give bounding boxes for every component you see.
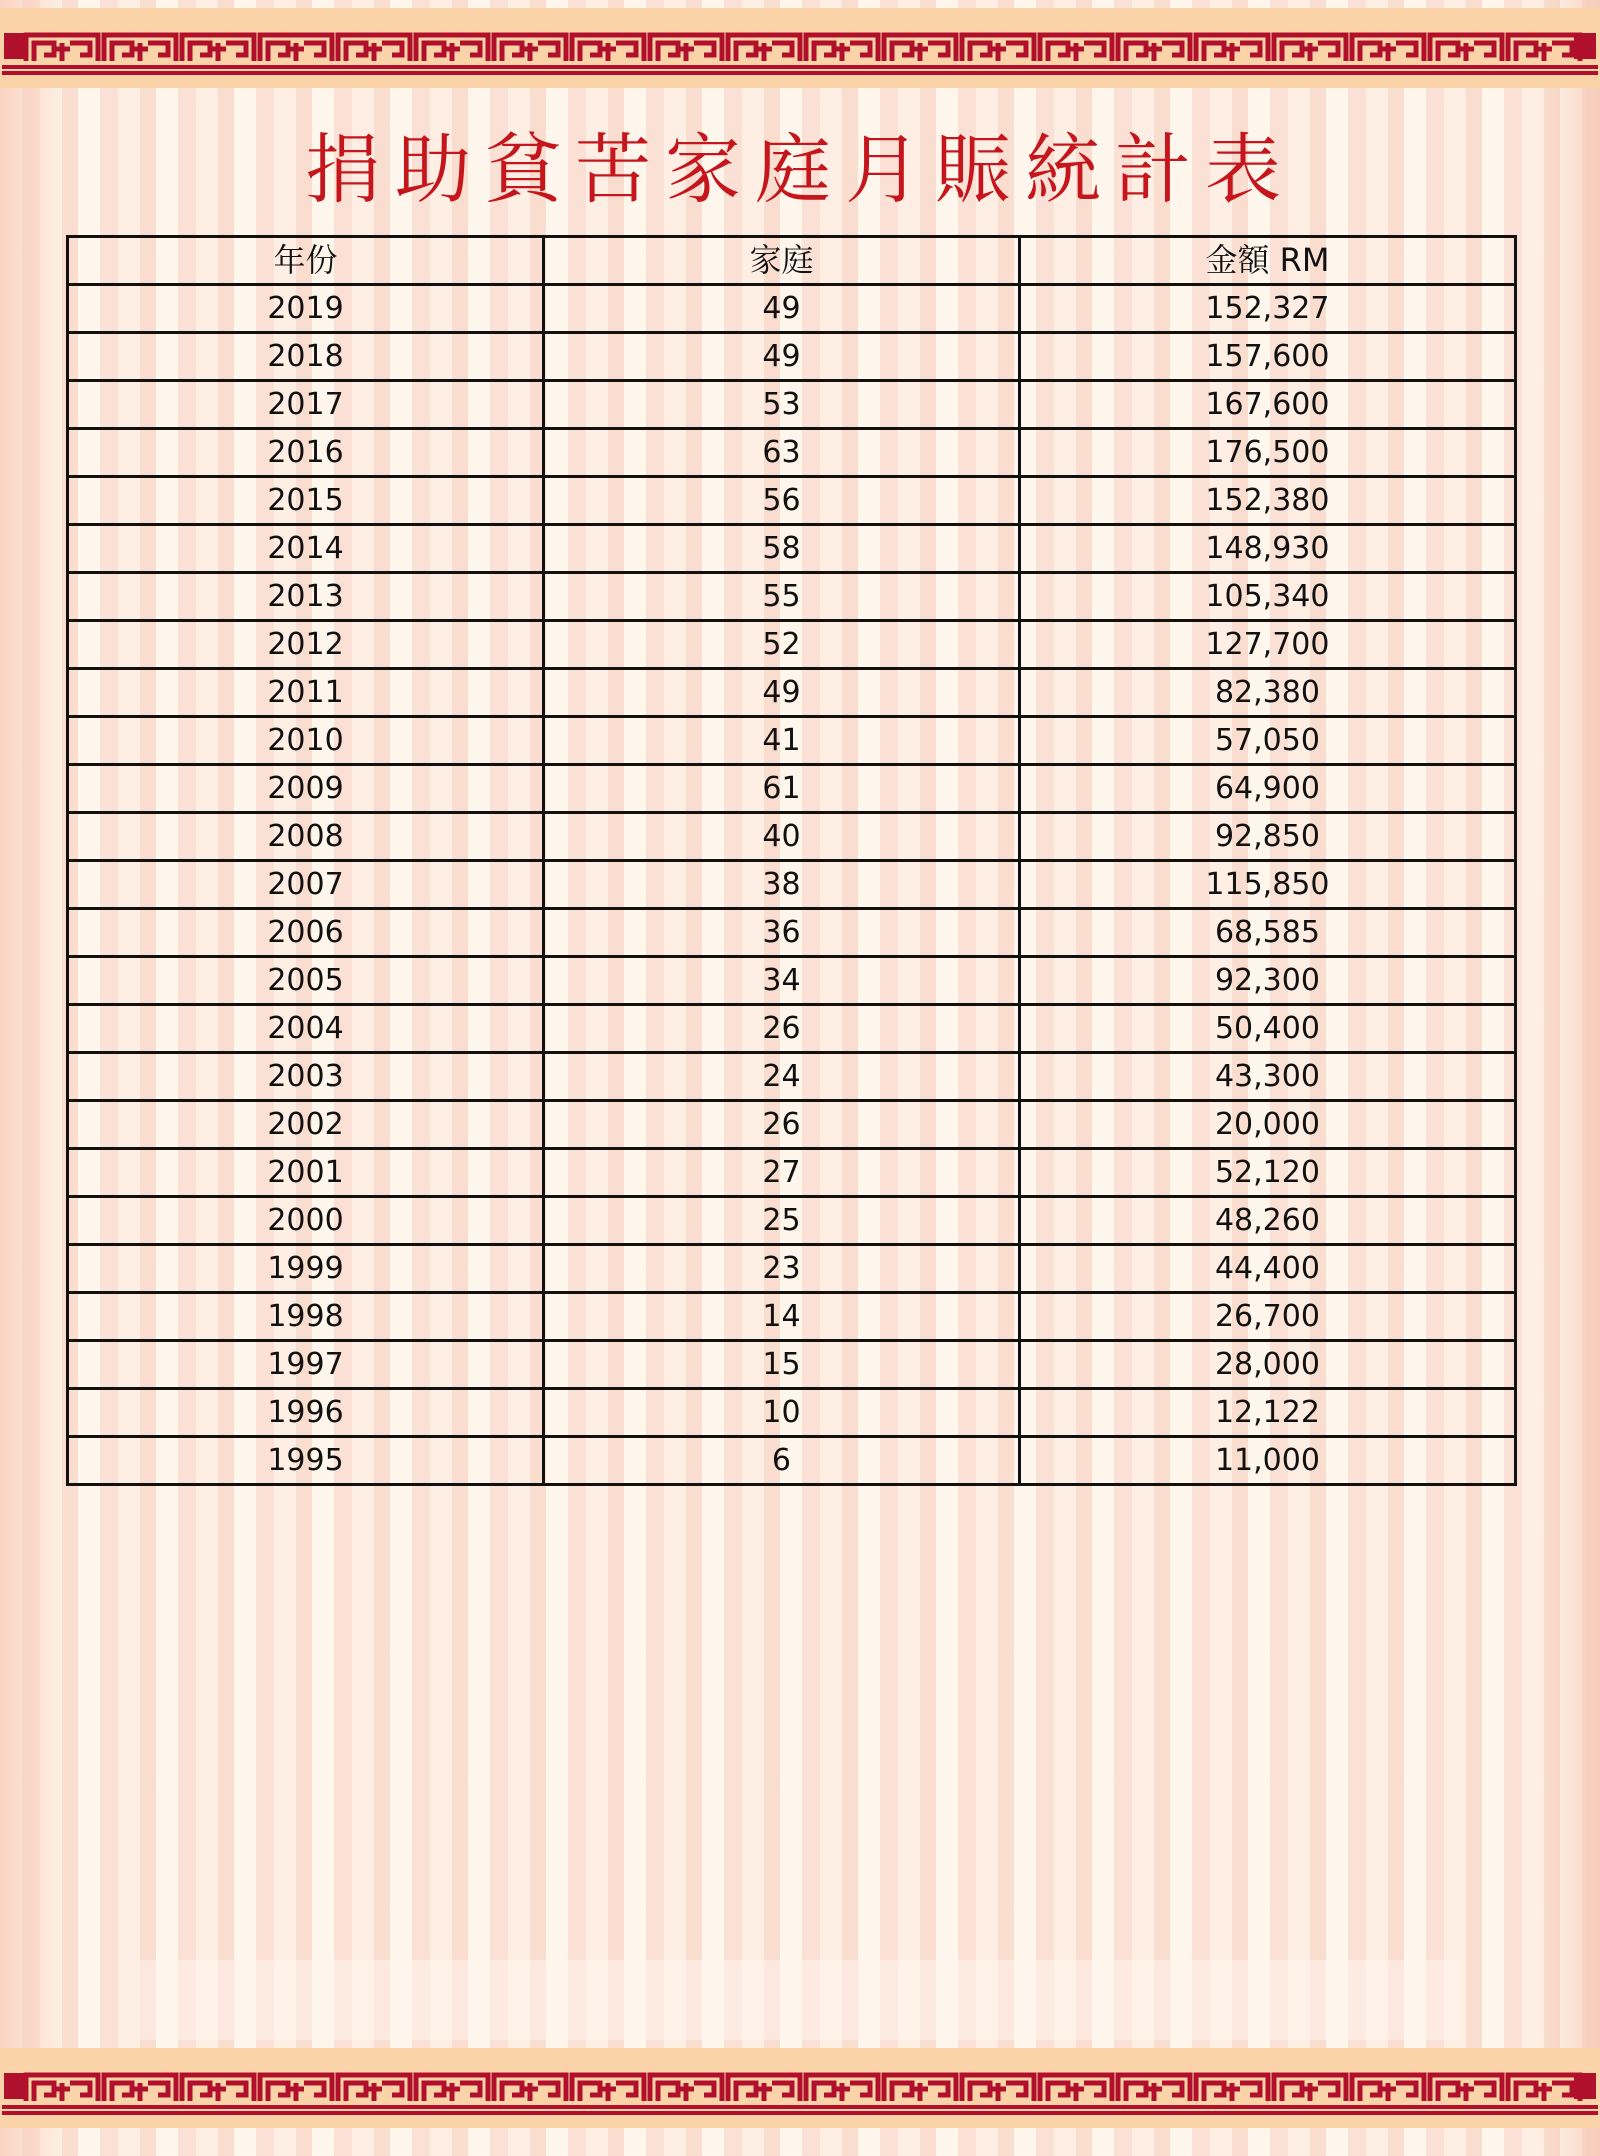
cell-year: 1996 [68,1389,544,1437]
cell-year: 2019 [68,285,544,333]
table-row [68,285,1516,333]
cell-year: 1999 [68,1245,544,1293]
cell-families: 36 [544,909,1020,957]
table-row [68,573,1516,621]
table-row [68,1293,1516,1341]
table-row [68,765,1516,813]
cell-year: 2003 [68,1053,544,1101]
header-year: 年份 [68,237,544,285]
cell-amount: 152,380 [1019,477,1515,525]
cell-amount: 26,700 [1019,1293,1515,1341]
cell-year: 2017 [68,381,544,429]
cell-families: 15 [544,1341,1020,1389]
cell-amount: 64,900 [1019,765,1515,813]
cell-families: 40 [544,813,1020,861]
table-row [68,429,1516,477]
cell-year: 2006 [68,909,544,957]
cell-families: 49 [544,669,1020,717]
cell-year: 2014 [68,525,544,573]
table-row [68,1245,1516,1293]
cell-families: 56 [544,477,1020,525]
statistics-table [66,235,1517,1486]
background-edge-left [0,0,60,2156]
cell-amount: 28,000 [1019,1341,1515,1389]
cell-year: 2000 [68,1197,544,1245]
cell-families: 10 [544,1389,1020,1437]
cell-year: 1997 [68,1341,544,1389]
cell-year: 2010 [68,717,544,765]
cell-year: 1998 [68,1293,544,1341]
cell-families: 58 [544,525,1020,573]
cell-amount: 115,850 [1019,861,1515,909]
header-amount: 金額 RM [1019,237,1515,285]
table-row [68,1101,1516,1149]
table-row [68,909,1516,957]
cell-amount: 127,700 [1019,621,1515,669]
fret-pattern-top [0,31,1600,75]
cell-families: 27 [544,1149,1020,1197]
table-row [68,525,1516,573]
cell-families: 61 [544,765,1020,813]
table-row [68,1149,1516,1197]
table-row [68,1005,1516,1053]
table-row [68,381,1516,429]
cell-amount: 105,340 [1019,573,1515,621]
table-row [68,813,1516,861]
bottom-border-band [0,2048,1600,2128]
cell-families: 49 [544,333,1020,381]
cell-amount: 92,850 [1019,813,1515,861]
cell-families: 23 [544,1245,1020,1293]
cell-amount: 52,120 [1019,1149,1515,1197]
cell-year: 2018 [68,333,544,381]
cell-amount: 43,300 [1019,1053,1515,1101]
cell-amount: 68,585 [1019,909,1515,957]
fret-pattern-bottom [0,2071,1600,2115]
cell-families: 63 [544,429,1020,477]
cell-amount: 167,600 [1019,381,1515,429]
table-row [68,1197,1516,1245]
page-title: 捐助貧苦家庭月賑統計表 [305,125,1295,214]
cell-year: 2008 [68,813,544,861]
table-row [68,333,1516,381]
table-header-row [68,237,1516,285]
table-row [68,621,1516,669]
cell-families: 6 [544,1437,1020,1485]
table-row [68,1341,1516,1389]
cell-families: 53 [544,381,1020,429]
header-families: 家庭 [544,237,1020,285]
table-row [68,669,1516,717]
cell-families: 49 [544,285,1020,333]
cell-families: 34 [544,957,1020,1005]
cell-amount: 50,400 [1019,1005,1515,1053]
cell-families: 26 [544,1101,1020,1149]
cell-year: 2009 [68,765,544,813]
cell-amount: 20,000 [1019,1101,1515,1149]
cell-families: 41 [544,717,1020,765]
cell-amount: 12,122 [1019,1389,1515,1437]
table-row [68,1389,1516,1437]
cell-year: 2005 [68,957,544,1005]
table-row [68,477,1516,525]
cell-families: 55 [544,573,1020,621]
cell-families: 52 [544,621,1020,669]
cell-year: 2012 [68,621,544,669]
cell-amount: 157,600 [1019,333,1515,381]
cell-families: 24 [544,1053,1020,1101]
cell-year: 1995 [68,1437,544,1485]
cell-year: 2015 [68,477,544,525]
table-row [68,861,1516,909]
cell-amount: 48,260 [1019,1197,1515,1245]
cell-year: 2016 [68,429,544,477]
cell-year: 2011 [68,669,544,717]
cell-families: 26 [544,1005,1020,1053]
cell-amount: 152,327 [1019,285,1515,333]
cell-amount: 148,930 [1019,525,1515,573]
cell-year: 2013 [68,573,544,621]
cell-amount: 44,400 [1019,1245,1515,1293]
cell-amount: 92,300 [1019,957,1515,1005]
cell-amount: 11,000 [1019,1437,1515,1485]
table-row [68,1437,1516,1485]
lower-panel [140,1960,1460,2040]
table-row [68,717,1516,765]
table-row [68,957,1516,1005]
cell-year: 2002 [68,1101,544,1149]
cell-families: 14 [544,1293,1020,1341]
cell-year: 2007 [68,861,544,909]
cell-amount: 82,380 [1019,669,1515,717]
cell-families: 38 [544,861,1020,909]
top-border-band [0,8,1600,88]
background-edge-right [1540,0,1600,2156]
cell-amount: 57,050 [1019,717,1515,765]
cell-year: 2004 [68,1005,544,1053]
table-row [68,1053,1516,1101]
cell-year: 2001 [68,1149,544,1197]
cell-amount: 176,500 [1019,429,1515,477]
cell-families: 25 [544,1197,1020,1245]
